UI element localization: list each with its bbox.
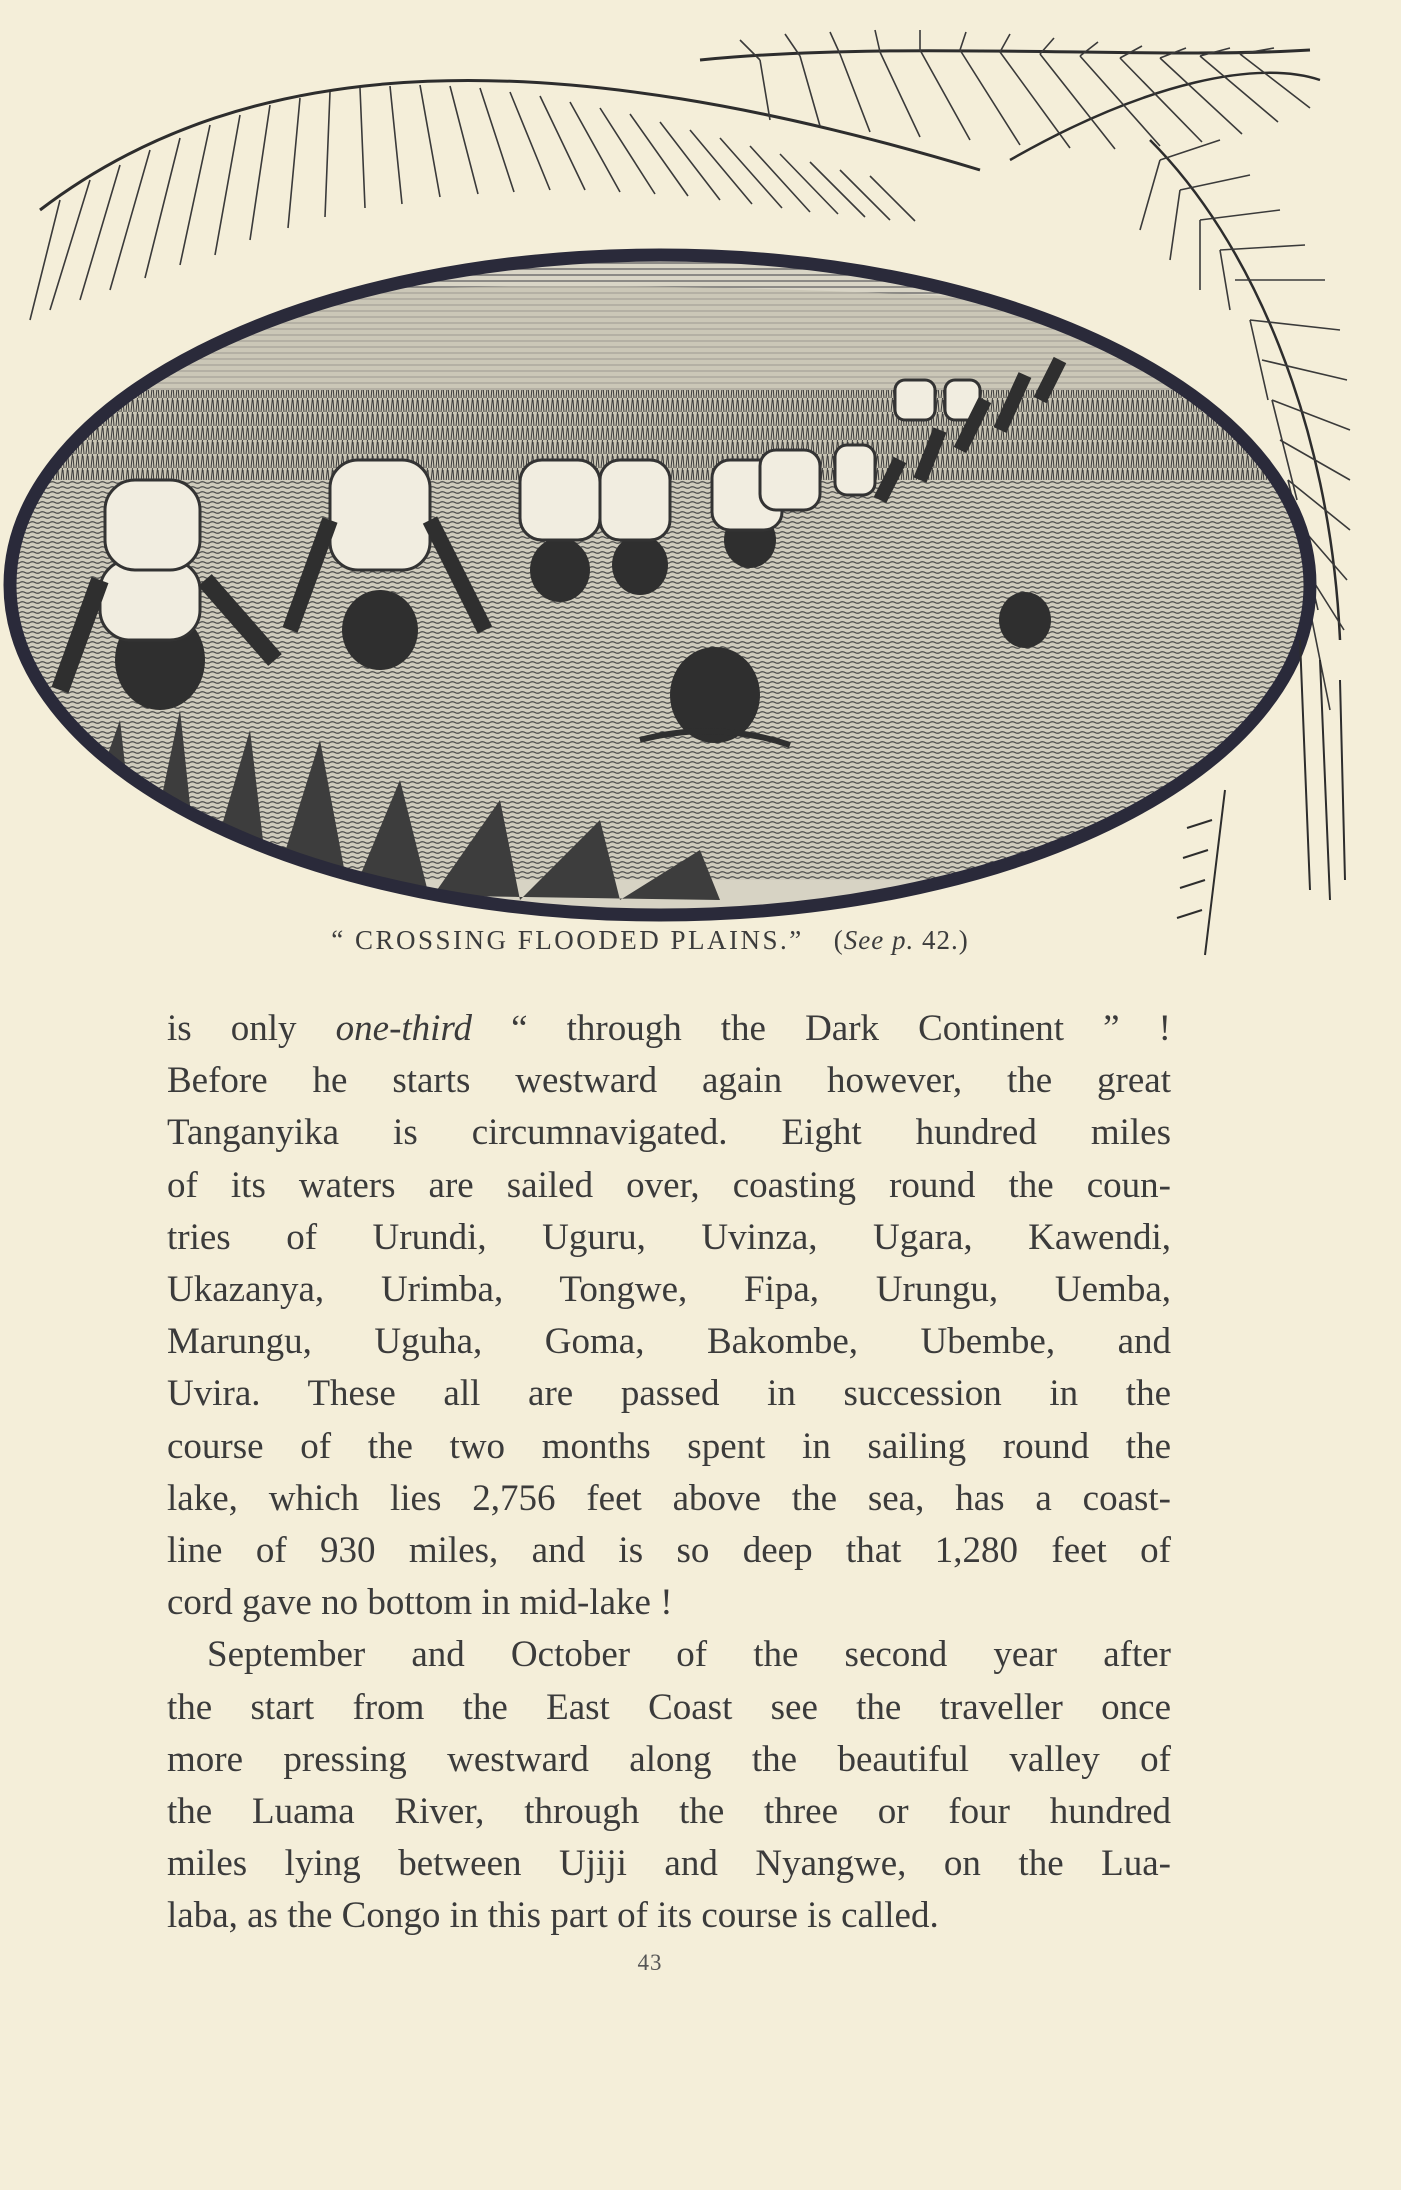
text-line: Marungu, Uguha, Goma, Bakombe, Ubembe, and	[167, 1321, 1171, 1363]
page-number: 43	[637, 1950, 663, 1975]
text-line: Before he starts westward again however, the great	[167, 1060, 1171, 1102]
text-line: the start from the East Coast see the traveller once	[167, 1686, 1171, 1728]
crossing-flooded-plains-engraving	[0, 20, 1401, 980]
text-line: Ukazanya, Urimba, Tongwe, Fipa, Urungu, Uemba,	[167, 1269, 1171, 1311]
text-line: cord gave no bottom in mid-lake !	[167, 1582, 673, 1624]
text-line: miles lying between Ujiji and Nyangwe, on the Lua-	[167, 1843, 1171, 1885]
text-line: laba, as the Congo in this part of its course is called.	[167, 1895, 939, 1937]
figure-caption	[0, 925, 1300, 956]
caption-title: “ CROSSING FLOODED PLAINS.”	[331, 925, 804, 955]
paragraph-1	[167, 1003, 1171, 1629]
text-line: more pressing westward along the beautiful valley of	[167, 1738, 1171, 1780]
body-text	[167, 1003, 1171, 1943]
text-line: line of 930 miles, and is so deep that 1,280 feet of	[167, 1530, 1171, 1572]
text-line: Uvira. These all are passed in succession in the	[167, 1373, 1171, 1415]
text-line: course of the two months spent in sailing round the	[167, 1425, 1171, 1467]
caption-page-reference: (See p. 42.)	[833, 925, 969, 955]
text-line: is only one-third “ through the Dark Continent ” !	[167, 1008, 1171, 1049]
paragraph-2	[167, 1629, 1171, 1942]
text-line: September and October of the second year after	[207, 1634, 1171, 1676]
text-line: Tanganyika is circumnavigated. Eight hundred miles	[167, 1112, 1171, 1154]
text-line: of its waters are sailed over, coasting round the coun-	[167, 1164, 1171, 1206]
text-line: tries of Urundi, Uguru, Uvinza, Ugara, Kawendi,	[167, 1216, 1171, 1258]
text-line: the Luama River, through the three or four hundred	[167, 1791, 1171, 1833]
text-line: lake, which lies 2,756 feet above the sea, has a coast-	[167, 1477, 1171, 1519]
vignette-scene	[0, 250, 1401, 950]
engraving-illustration	[0, 20, 1401, 980]
emphasis: one-third	[335, 1008, 472, 1049]
